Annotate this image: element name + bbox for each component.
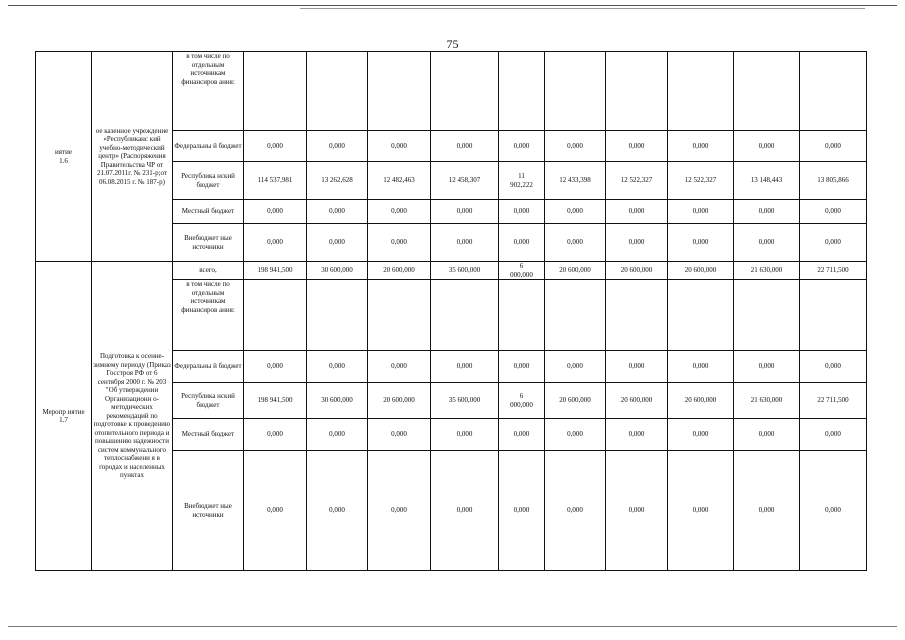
value-cell: 12 522,327	[606, 162, 668, 200]
value-cell: 0,000	[545, 200, 606, 224]
value-cell	[368, 280, 431, 351]
funding-source: Республика нский бюджет	[173, 383, 244, 419]
value-cell: 0,000	[668, 200, 734, 224]
value-cell: 13 148,443	[734, 162, 800, 200]
top-scan-line-2	[300, 8, 865, 9]
value-cell: 0,000	[545, 224, 606, 262]
value-cell: 0,000	[734, 351, 800, 383]
value-cell: 13 805,866	[800, 162, 867, 200]
funding-source: Республика нский бюджет	[173, 162, 244, 200]
value-cell	[734, 52, 800, 131]
value-cell: 0,000	[734, 200, 800, 224]
value-cell: 0,000	[734, 131, 800, 162]
value-cell: 22 711,500	[800, 262, 867, 280]
value-cell: 0,000	[307, 200, 368, 224]
value-cell: 0,000	[244, 351, 307, 383]
value-cell: 30 600,000	[307, 383, 368, 419]
value-cell: 198 941,500	[244, 383, 307, 419]
value-cell	[499, 52, 545, 131]
funding-source: Местный бюджет	[173, 200, 244, 224]
value-cell: 0,000	[606, 200, 668, 224]
value-cell: 0,000	[431, 451, 499, 571]
value-cell: 0,000	[606, 131, 668, 162]
value-cell: 12 433,398	[545, 162, 606, 200]
value-cell	[668, 280, 734, 351]
value-cell: 11 902,222	[499, 162, 545, 200]
value-cell: 20 600,000	[668, 383, 734, 419]
value-cell: 198 941,500	[244, 262, 307, 280]
value-cell: 0,000	[499, 451, 545, 571]
value-cell: 12 458,307	[431, 162, 499, 200]
value-cell: 0,000	[668, 224, 734, 262]
value-cell: 20 600,000	[606, 262, 668, 280]
value-cell	[431, 52, 499, 131]
value-cell: 0,000	[307, 131, 368, 162]
value-cell	[307, 52, 368, 131]
table-row	[36, 52, 867, 131]
value-cell: 0,000	[368, 351, 431, 383]
value-cell: 0,000	[368, 224, 431, 262]
funding-source: в том числе по отдельным источникам финансиров ания:	[173, 280, 244, 351]
financing-table	[35, 51, 867, 571]
value-cell: 0,000	[499, 131, 545, 162]
value-cell: 0,000	[734, 419, 800, 451]
value-cell: 12 482,463	[368, 162, 431, 200]
value-cell: 0,000	[368, 200, 431, 224]
value-cell: 12 522,327	[668, 162, 734, 200]
value-cell: 20 600,000	[368, 383, 431, 419]
value-cell: 0,000	[244, 224, 307, 262]
value-cell: 6 000,000	[499, 262, 545, 280]
value-cell: 30 600,000	[307, 262, 368, 280]
value-cell: 0,000	[368, 131, 431, 162]
value-cell: 21 630,000	[734, 383, 800, 419]
value-cell	[431, 280, 499, 351]
value-cell	[734, 280, 800, 351]
value-cell: 0,000	[800, 224, 867, 262]
value-cell: 0,000	[499, 200, 545, 224]
value-cell: 0,000	[800, 419, 867, 451]
value-cell: 0,000	[545, 419, 606, 451]
value-cell: 0,000	[431, 419, 499, 451]
value-cell: 0,000	[545, 131, 606, 162]
value-cell: 0,000	[606, 351, 668, 383]
value-cell: 0,000	[244, 419, 307, 451]
funding-source: Федеральны й бюджет	[173, 351, 244, 383]
value-cell: 0,000	[431, 224, 499, 262]
value-cell: 0,000	[800, 351, 867, 383]
value-cell: 0,000	[244, 451, 307, 571]
value-cell: 0,000	[606, 224, 668, 262]
value-cell: 6 000,000	[499, 383, 545, 419]
value-cell: 0,000	[499, 351, 545, 383]
value-cell: 0,000	[545, 451, 606, 571]
funding-source: всего,	[173, 262, 244, 280]
measure-name: ое казенное учреждение «Республиканс кий учебно-методический центр» (Распоряжения Правительства ЧР от 21.07.2011г. № 231-р;от 06.08.2015 г. № 187-р)	[92, 52, 173, 262]
value-cell: 0,000	[800, 131, 867, 162]
value-cell	[668, 52, 734, 131]
table-body	[36, 52, 867, 571]
value-cell: 0,000	[668, 419, 734, 451]
value-cell: 21 630,000	[734, 262, 800, 280]
funding-source: в том числе по отдельным источникам финансиров ания:	[173, 52, 244, 131]
measure-code: иятие 1.6	[36, 52, 92, 262]
funding-source: Внебюджет ные источники	[173, 451, 244, 571]
value-cell	[545, 280, 606, 351]
top-scan-line	[8, 5, 897, 6]
value-cell	[244, 280, 307, 351]
funding-source: Федеральны й бюджет	[173, 131, 244, 162]
value-cell: 0,000	[668, 131, 734, 162]
value-cell: 0,000	[307, 351, 368, 383]
value-cell: 0,000	[545, 351, 606, 383]
value-cell: 0,000	[431, 200, 499, 224]
value-cell: 0,000	[244, 131, 307, 162]
value-cell	[800, 52, 867, 131]
value-cell	[545, 52, 606, 131]
value-cell: 0,000	[499, 224, 545, 262]
funding-source: Местный бюджет	[173, 419, 244, 451]
value-cell: 20 600,000	[545, 262, 606, 280]
page-number: 75	[446, 37, 459, 51]
value-cell: 0,000	[368, 419, 431, 451]
value-cell: 0,000	[307, 224, 368, 262]
value-cell: 0,000	[431, 131, 499, 162]
value-cell: 0,000	[800, 200, 867, 224]
value-cell: 13 262,628	[307, 162, 368, 200]
value-cell	[800, 280, 867, 351]
value-cell: 0,000	[668, 451, 734, 571]
value-cell: 114 537,981	[244, 162, 307, 200]
value-cell: 0,000	[244, 200, 307, 224]
value-cell: 0,000	[431, 351, 499, 383]
value-cell: 0,000	[499, 419, 545, 451]
value-cell: 0,000	[368, 451, 431, 571]
value-cell	[606, 52, 668, 131]
value-cell: 20 600,000	[668, 262, 734, 280]
value-cell: 20 600,000	[606, 383, 668, 419]
value-cell	[499, 280, 545, 351]
value-cell: 20 600,000	[545, 383, 606, 419]
value-cell	[606, 280, 668, 351]
value-cell: 0,000	[606, 451, 668, 571]
measure-code: Меропр иятие 1.7	[36, 262, 92, 571]
value-cell: 20 600,000	[368, 262, 431, 280]
bottom-scan-line	[8, 626, 897, 627]
funding-source: Внебюджет ные источники	[173, 224, 244, 262]
value-cell	[244, 52, 307, 131]
table-row	[36, 262, 867, 280]
value-cell: 0,000	[307, 451, 368, 571]
value-cell	[307, 280, 368, 351]
value-cell	[368, 52, 431, 131]
measure-name: Подготовка к осенне-зимнему периоду (Приказ Госстроя РФ от 6 сентября 2000 г. № 203 "Об утверждении Организационн о-методических рекомендаций по подготовке к проведению отопительного периода и повышению надежности систем коммунального теплоснабжени я в городах и населенных пунктах	[92, 262, 173, 571]
value-cell: 0,000	[307, 419, 368, 451]
value-cell: 0,000	[606, 419, 668, 451]
value-cell: 22 711,500	[800, 383, 867, 419]
value-cell: 35 600,000	[431, 383, 499, 419]
value-cell: 0,000	[734, 451, 800, 571]
value-cell: 0,000	[734, 224, 800, 262]
value-cell: 35 600,000	[431, 262, 499, 280]
value-cell: 0,000	[668, 351, 734, 383]
value-cell: 0,000	[800, 451, 867, 571]
